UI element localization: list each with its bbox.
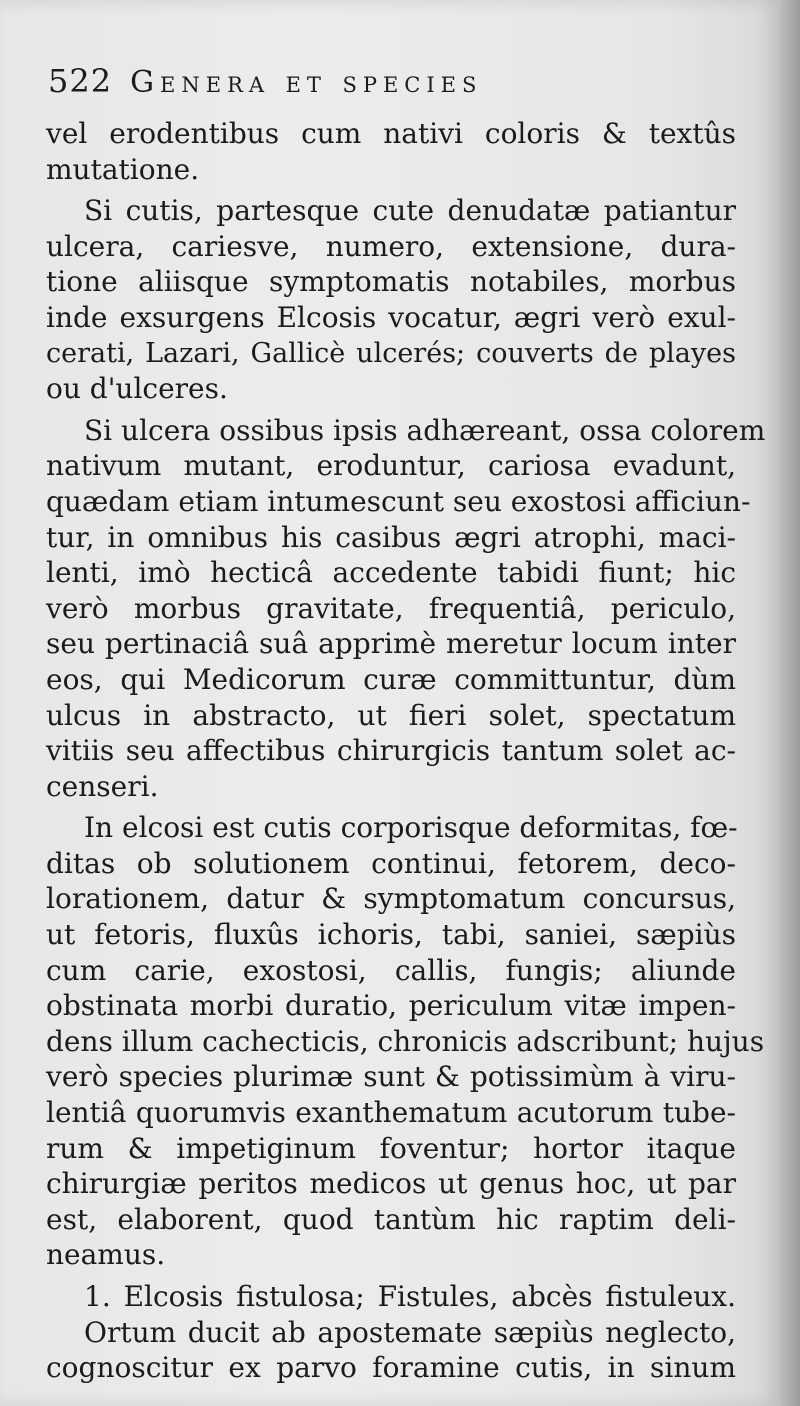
text-line: cognoscitur ex parvo foramine cutis, in sinum (46, 1351, 736, 1385)
text-line: rum & impetiginum foventur; hortor itaque (46, 1131, 736, 1165)
text-line: Ortum ducit ab apostemate sæpiùs neglecto, (84, 1315, 736, 1349)
text-line: tione aliisque symptomatis notabiles, morbus (46, 265, 736, 299)
text-line: mutatione. (46, 152, 200, 186)
text-line: Si ulcera ossibus ipsis adhæreant, ossa colorem (84, 413, 766, 447)
page-header (48, 62, 738, 110)
text-line: chirurgiæ peritos medicos ut genus hoc, ut par (46, 1167, 736, 1201)
text-line: seu pertinaciâ suâ apprimè meretur locum inter (46, 627, 736, 661)
text-line: est, elaborent, quod tantùm hic raptim deli- (46, 1202, 736, 1236)
running-title: Genera et species (130, 65, 483, 100)
text-line: ou d'ulceres. (46, 372, 228, 406)
text-line: verò species plurimæ sunt & potissimùm à viru- (46, 1060, 736, 1094)
text-line: lorationem, datur & symptomatum concursus, (46, 882, 736, 916)
body-text (46, 116, 766, 1386)
text-line: inde exsurgens Elcosis vocatur, ægri verò exul- (46, 300, 736, 334)
page-number: 522 (48, 62, 113, 100)
text-line: dens illum cachecticis, chronicis adscribunt; hujus (46, 1024, 765, 1058)
text-line: vitiis seu affectibus chirurgicis tantum solet ac- (46, 734, 736, 768)
text-line: neamus. (46, 1238, 166, 1272)
text-line: nativum mutant, eroduntur, cariosa evadunt, (46, 449, 736, 483)
text-line: Si cutis, partesque cute denudatæ patiantur (84, 194, 736, 228)
text-line: obstinata morbi duratio, periculum vitæ impen- (46, 989, 736, 1023)
text-line: lenti, imò hecticâ accedente tabidi fiunt; hic (46, 556, 736, 590)
text-line: ditas ob solutionem continui, fetorem, deco- (46, 846, 736, 880)
text-line: vel erodentibus cum nativi coloris & textûs (46, 117, 736, 150)
text-line: lentiâ quorumvis exanthematum acutorum tube- (46, 1096, 736, 1130)
text-line: censeri. (46, 769, 159, 803)
page-edge (780, 0, 800, 1406)
text-line: tur, in omnibus his casibus ægri atrophi, maci- (46, 520, 736, 554)
text-line: 1. Elcosis fistulosa; Fistules, abcès fistuleux. (84, 1280, 736, 1313)
text-line: cerati, Lazari, Gallicè ulcerés; couverts de playes (46, 337, 736, 369)
text-line: ulcera, cariesve, numero, extensione, dura- (46, 229, 736, 263)
text-line: In elcosi est cutis corporisque deformitas, fœ- (84, 811, 738, 845)
text-line: ulcus in abstracto, ut fieri solet, spectatum (46, 698, 736, 732)
text-line: quædam etiam intumescunt seu exostosi afficiun- (46, 484, 751, 518)
text-line: ut fetoris, fluxûs ichoris, tabi, saniei, sæpiùs (46, 918, 736, 952)
text-line: eos, qui Medicorum curæ committuntur, dùm (46, 662, 736, 696)
text-line: cum carie, exostosi, callis, fungis; aliunde (46, 953, 736, 987)
text-line: verò morbus gravitate, frequentiâ, periculo, (46, 591, 736, 625)
